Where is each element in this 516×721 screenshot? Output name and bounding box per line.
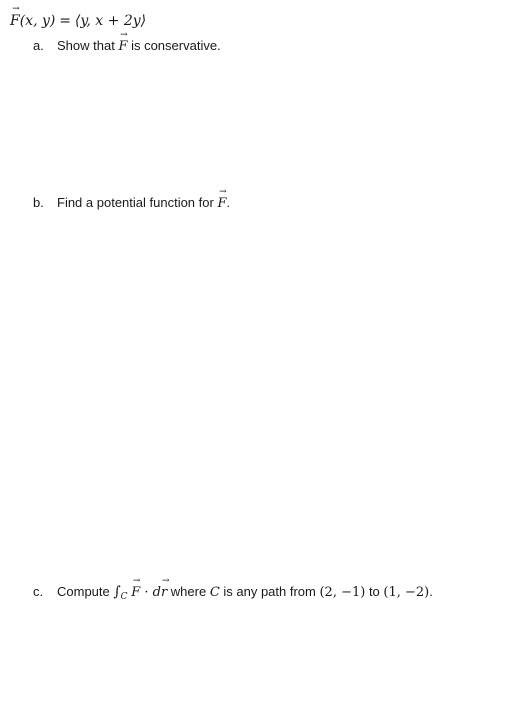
question-text: Find a potential function for	[57, 195, 218, 210]
question-c	[33, 576, 433, 606]
vector-field-symbol: → F	[131, 576, 141, 600]
question-a	[33, 30, 221, 56]
integral-subscript: C	[120, 592, 128, 602]
question-b	[33, 187, 231, 213]
question-letter: a.	[33, 38, 44, 53]
field-components: ⟨y, x + 2y⟩	[74, 13, 147, 29]
vector-field-symbol: → F	[118, 30, 128, 54]
question-text: is any path from	[219, 584, 320, 599]
end-point: (1, −2)	[383, 585, 430, 600]
vector-field-symbol: → F	[217, 187, 227, 211]
question-text: Compute	[57, 584, 114, 599]
position-vector-symbol: → r	[160, 576, 170, 600]
start-point: (2, −1)	[319, 585, 366, 600]
question-text: Show that	[57, 38, 119, 53]
question-text: to	[365, 584, 384, 599]
vector-field-symbol: → F	[10, 4, 20, 29]
field-arguments: (x, y)	[19, 13, 56, 29]
differential-d: d	[152, 585, 161, 600]
curve-symbol: C	[209, 585, 220, 600]
question-letter: c.	[33, 584, 44, 599]
question-text: is conservative.	[127, 38, 221, 53]
equals-sign: =	[59, 13, 71, 29]
question-letter: b.	[33, 195, 44, 210]
vector-field-definition	[10, 4, 147, 30]
question-text: .	[226, 195, 231, 210]
dot-operator: ·	[140, 585, 153, 600]
question-text: .	[429, 584, 433, 599]
integral-sign: ∫	[113, 584, 121, 600]
question-text: where	[167, 584, 210, 599]
